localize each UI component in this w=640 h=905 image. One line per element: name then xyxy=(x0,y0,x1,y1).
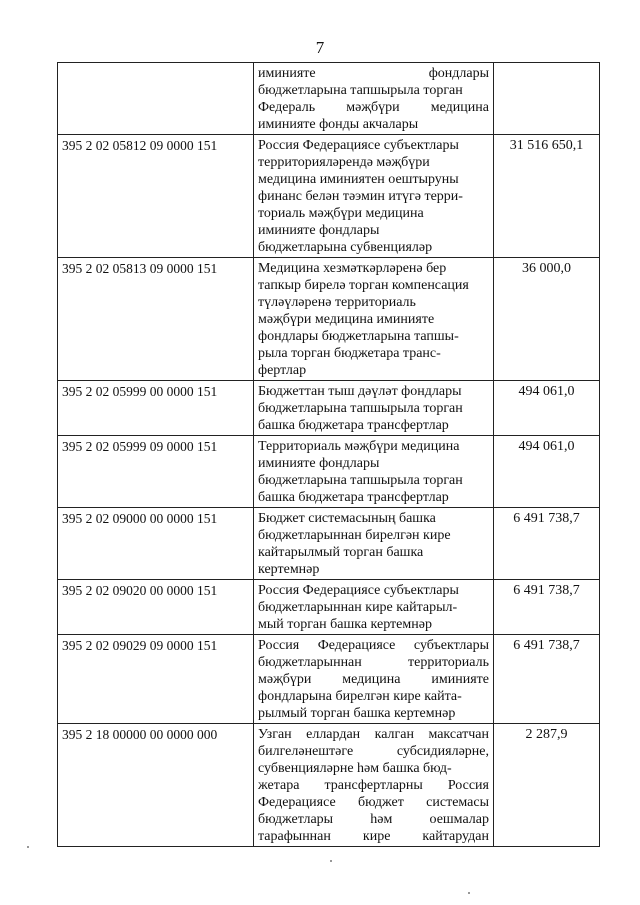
revenue-name-line: жетара трансфертларны Россия xyxy=(258,778,489,793)
revenue-name-line: фертлар xyxy=(258,363,307,378)
table-row xyxy=(58,580,600,635)
scan-speck xyxy=(330,860,332,862)
revenue-name-line: Узган еллардан калган максатчан xyxy=(258,727,489,742)
revenue-name-line: мәҗбүри медицина иминияте xyxy=(258,672,489,687)
page-number: 7 xyxy=(315,38,325,57)
revenue-name-line: Россия Федерациясе субъектлары xyxy=(258,138,459,153)
revenue-name-cell xyxy=(254,508,494,580)
table-row xyxy=(58,436,600,508)
revenue-name-line: бюджетларына тапшырыла торган xyxy=(258,83,463,98)
revenue-name-line: бюджетларына тапшырыла торган xyxy=(258,401,463,416)
revenue-name-line: Бюджеттан тыш дәүләт фондлары xyxy=(258,384,462,399)
revenue-name-cell xyxy=(254,580,494,635)
revenue-name-cell xyxy=(254,381,494,436)
budget-code-cell: 395 2 02 05813 09 0000 151 xyxy=(58,258,254,381)
scan-speck xyxy=(27,846,29,848)
revenue-name-line: бюджетларына тапшырыла торган xyxy=(258,473,463,488)
revenue-name-cell xyxy=(254,724,494,847)
revenue-name-line: иминияте фондлары xyxy=(258,456,380,471)
revenue-name-line: түләүләренә территориаль xyxy=(258,295,416,310)
revenue-name-line: кайтарылмый торган башка xyxy=(258,545,424,560)
revenue-name-cell xyxy=(254,258,494,381)
revenue-name-line: Россия Федерациясе субъектлары xyxy=(258,583,459,598)
revenue-name-cell xyxy=(254,63,494,135)
revenue-name-line: мый торган башка кертемнәр xyxy=(258,617,432,632)
table-row xyxy=(58,63,600,135)
revenue-name-line: медицина иминиятен оештыруны xyxy=(258,172,459,187)
budget-code-cell: 395 2 02 09029 09 0000 151 xyxy=(58,635,254,724)
revenue-name-line: ториаль мәҗбүри медицина xyxy=(258,206,424,221)
table-row xyxy=(58,381,600,436)
revenue-name-line: тапкыр бирелә торган компенсация xyxy=(258,278,469,293)
budget-code-cell: 395 2 18 00000 00 0000 000 xyxy=(58,724,254,847)
revenue-name-line: фондларына бирелгән кире кайта- xyxy=(258,689,462,704)
revenue-name-line: Бюджет системасының башка xyxy=(258,511,436,526)
revenue-name-line: бюджетларына субвенцияләр xyxy=(258,240,433,255)
table-row xyxy=(58,135,600,258)
revenue-name-line: Территориаль мәҗбүри медицина xyxy=(258,439,460,454)
revenue-name-line: иминияте фондлары xyxy=(258,66,489,81)
table-row xyxy=(58,258,600,381)
amount-cell: 494 061,0 xyxy=(494,381,600,436)
revenue-name-cell xyxy=(254,635,494,724)
revenue-name-line: бюджетларыннан бирелгән кире xyxy=(258,528,451,543)
revenue-name-line: бюджетларыннан территориаль xyxy=(258,655,489,670)
revenue-name-line: рыла торган бюджетара транс- xyxy=(258,346,441,361)
revenue-name-line: иминияте фондлары xyxy=(258,223,380,238)
revenue-name-line: финанс белән тәэмин итүгә терри- xyxy=(258,189,463,204)
scan-speck xyxy=(468,892,470,894)
table-row xyxy=(58,508,600,580)
table-row xyxy=(58,724,600,847)
revenue-name-cell xyxy=(254,135,494,258)
revenue-name-line: иминияте фонды акчалары xyxy=(258,117,419,132)
revenue-name-line: рылмый торган башка кертемнәр xyxy=(258,706,456,721)
revenue-name-line: фондлары бюджетларына тапшы- xyxy=(258,329,459,344)
revenue-name-line: Россия Федерациясе субъектлары xyxy=(258,638,489,653)
budget-code-cell: 395 2 02 05999 09 0000 151 xyxy=(58,436,254,508)
revenue-name-line: билгеләнештәге субсидияләрне, xyxy=(258,744,489,759)
revenue-name-line: мәҗбүри медицина иминияте xyxy=(258,312,435,327)
revenue-name-line: кертемнәр xyxy=(258,562,320,577)
budget-code-cell xyxy=(58,63,254,135)
revenue-name-line: башка бюджетара трансфертлар xyxy=(258,490,449,505)
amount-cell: 6 491 738,7 xyxy=(494,508,600,580)
revenue-name-line: территорияләрендә мәҗбүри xyxy=(258,155,430,170)
amount-cell xyxy=(494,63,600,135)
revenue-name-line: Медицина хезмәткәрләренә бер xyxy=(258,261,447,276)
amount-cell: 2 287,9 xyxy=(494,724,600,847)
table-body xyxy=(58,63,600,847)
revenue-name-line: субвенцияләрне һәм башка бюд- xyxy=(258,761,452,776)
table-row xyxy=(58,635,600,724)
budget-revenue-table xyxy=(57,62,600,847)
amount-cell: 36 000,0 xyxy=(494,258,600,381)
amount-cell: 6 491 738,7 xyxy=(494,635,600,724)
amount-cell: 31 516 650,1 xyxy=(494,135,600,258)
budget-code-cell: 395 2 02 09020 00 0000 151 xyxy=(58,580,254,635)
revenue-name-line: Федераль мәҗбүри медицина xyxy=(258,100,489,115)
revenue-name-line: башка бюджетара трансфертлар xyxy=(258,418,449,433)
revenue-name-cell xyxy=(254,436,494,508)
amount-cell: 6 491 738,7 xyxy=(494,580,600,635)
budget-code-cell: 395 2 02 05812 09 0000 151 xyxy=(58,135,254,258)
revenue-name-line: бюджетларыннан кире кайтарыл- xyxy=(258,600,458,615)
revenue-name-line: бюджетлары һәм оешмалар xyxy=(258,812,489,827)
revenue-name-line: тарафыннан кире кайтарудан xyxy=(258,829,489,844)
budget-code-cell: 395 2 02 05999 00 0000 151 xyxy=(58,381,254,436)
budget-code-cell: 395 2 02 09000 00 0000 151 xyxy=(58,508,254,580)
revenue-name-line: Федерациясе бюджет системасы xyxy=(258,795,489,810)
amount-cell: 494 061,0 xyxy=(494,436,600,508)
